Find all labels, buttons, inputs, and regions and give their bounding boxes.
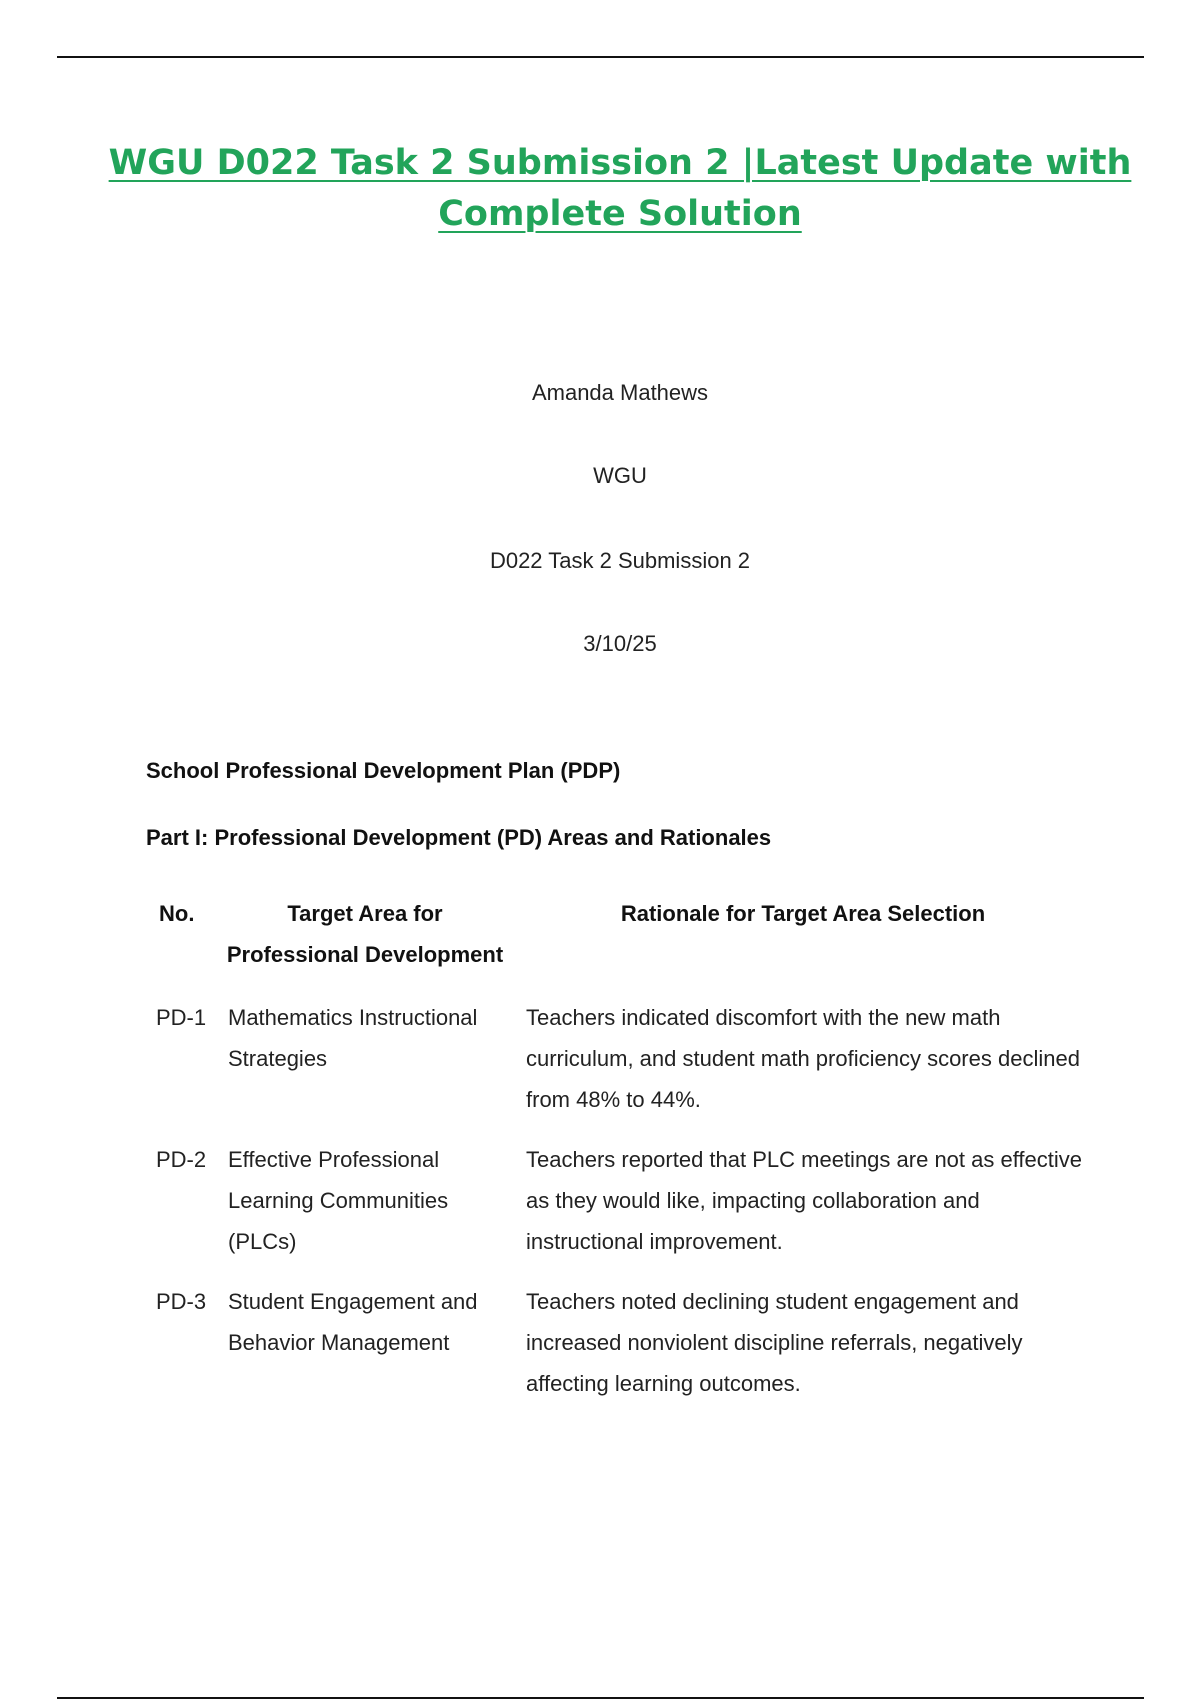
bottom-rule: [57, 1697, 1144, 1699]
row-target-area: Student Engagement and Behavior Management: [228, 1289, 478, 1355]
row-number: PD-2: [156, 1147, 207, 1172]
row-rationale: Teachers indicated discomfort with the new math curriculum, and student math proficiency scores declined from 48% to 44%.: [526, 1005, 1080, 1112]
submission-date: 3/10/25: [583, 631, 657, 656]
title-line-1: WGU D022 Task 2 Submission 2 |Latest Update with: [108, 143, 1132, 183]
course-name: D022 Task 2 Submission 2: [489, 548, 751, 573]
part-heading: Part I: Professional Development (PD) Areas and Rationales: [146, 825, 772, 850]
header-target-area: Target Area for Professional Development: [226, 901, 504, 967]
row-rationale: Teachers noted declining student engagement and increased nonviolent discipline referrals, negatively affecting learning outcomes.: [526, 1289, 1023, 1396]
table-row: [146, 1281, 1094, 1423]
pd-areas-table: [146, 893, 1094, 1423]
row-target-area: Mathematics Instructional Strategies: [228, 1005, 478, 1071]
header-rationale: Rationale for Target Area Selection: [620, 901, 986, 926]
school-name: WGU: [593, 463, 647, 488]
row-number: PD-1: [156, 1005, 207, 1030]
table-row: [146, 997, 1094, 1139]
author-name: Amanda Mathews: [531, 380, 709, 405]
plan-heading: School Professional Development Plan (PDP): [146, 758, 621, 783]
row-rationale: Teachers reported that PLC meetings are not as effective as they would like, impacting collaboration and instructional improvement.: [526, 1147, 1083, 1254]
row-number: PD-3: [156, 1289, 207, 1314]
table-header-row: [146, 893, 1094, 997]
row-target-area: Effective Professional Learning Communities (PLCs): [228, 1147, 449, 1254]
table-row: [146, 1139, 1094, 1281]
top-rule: [57, 56, 1144, 58]
title-line-2: Complete Solution: [438, 194, 802, 234]
document-title: [0, 138, 1200, 240]
header-no: No.: [159, 901, 195, 926]
